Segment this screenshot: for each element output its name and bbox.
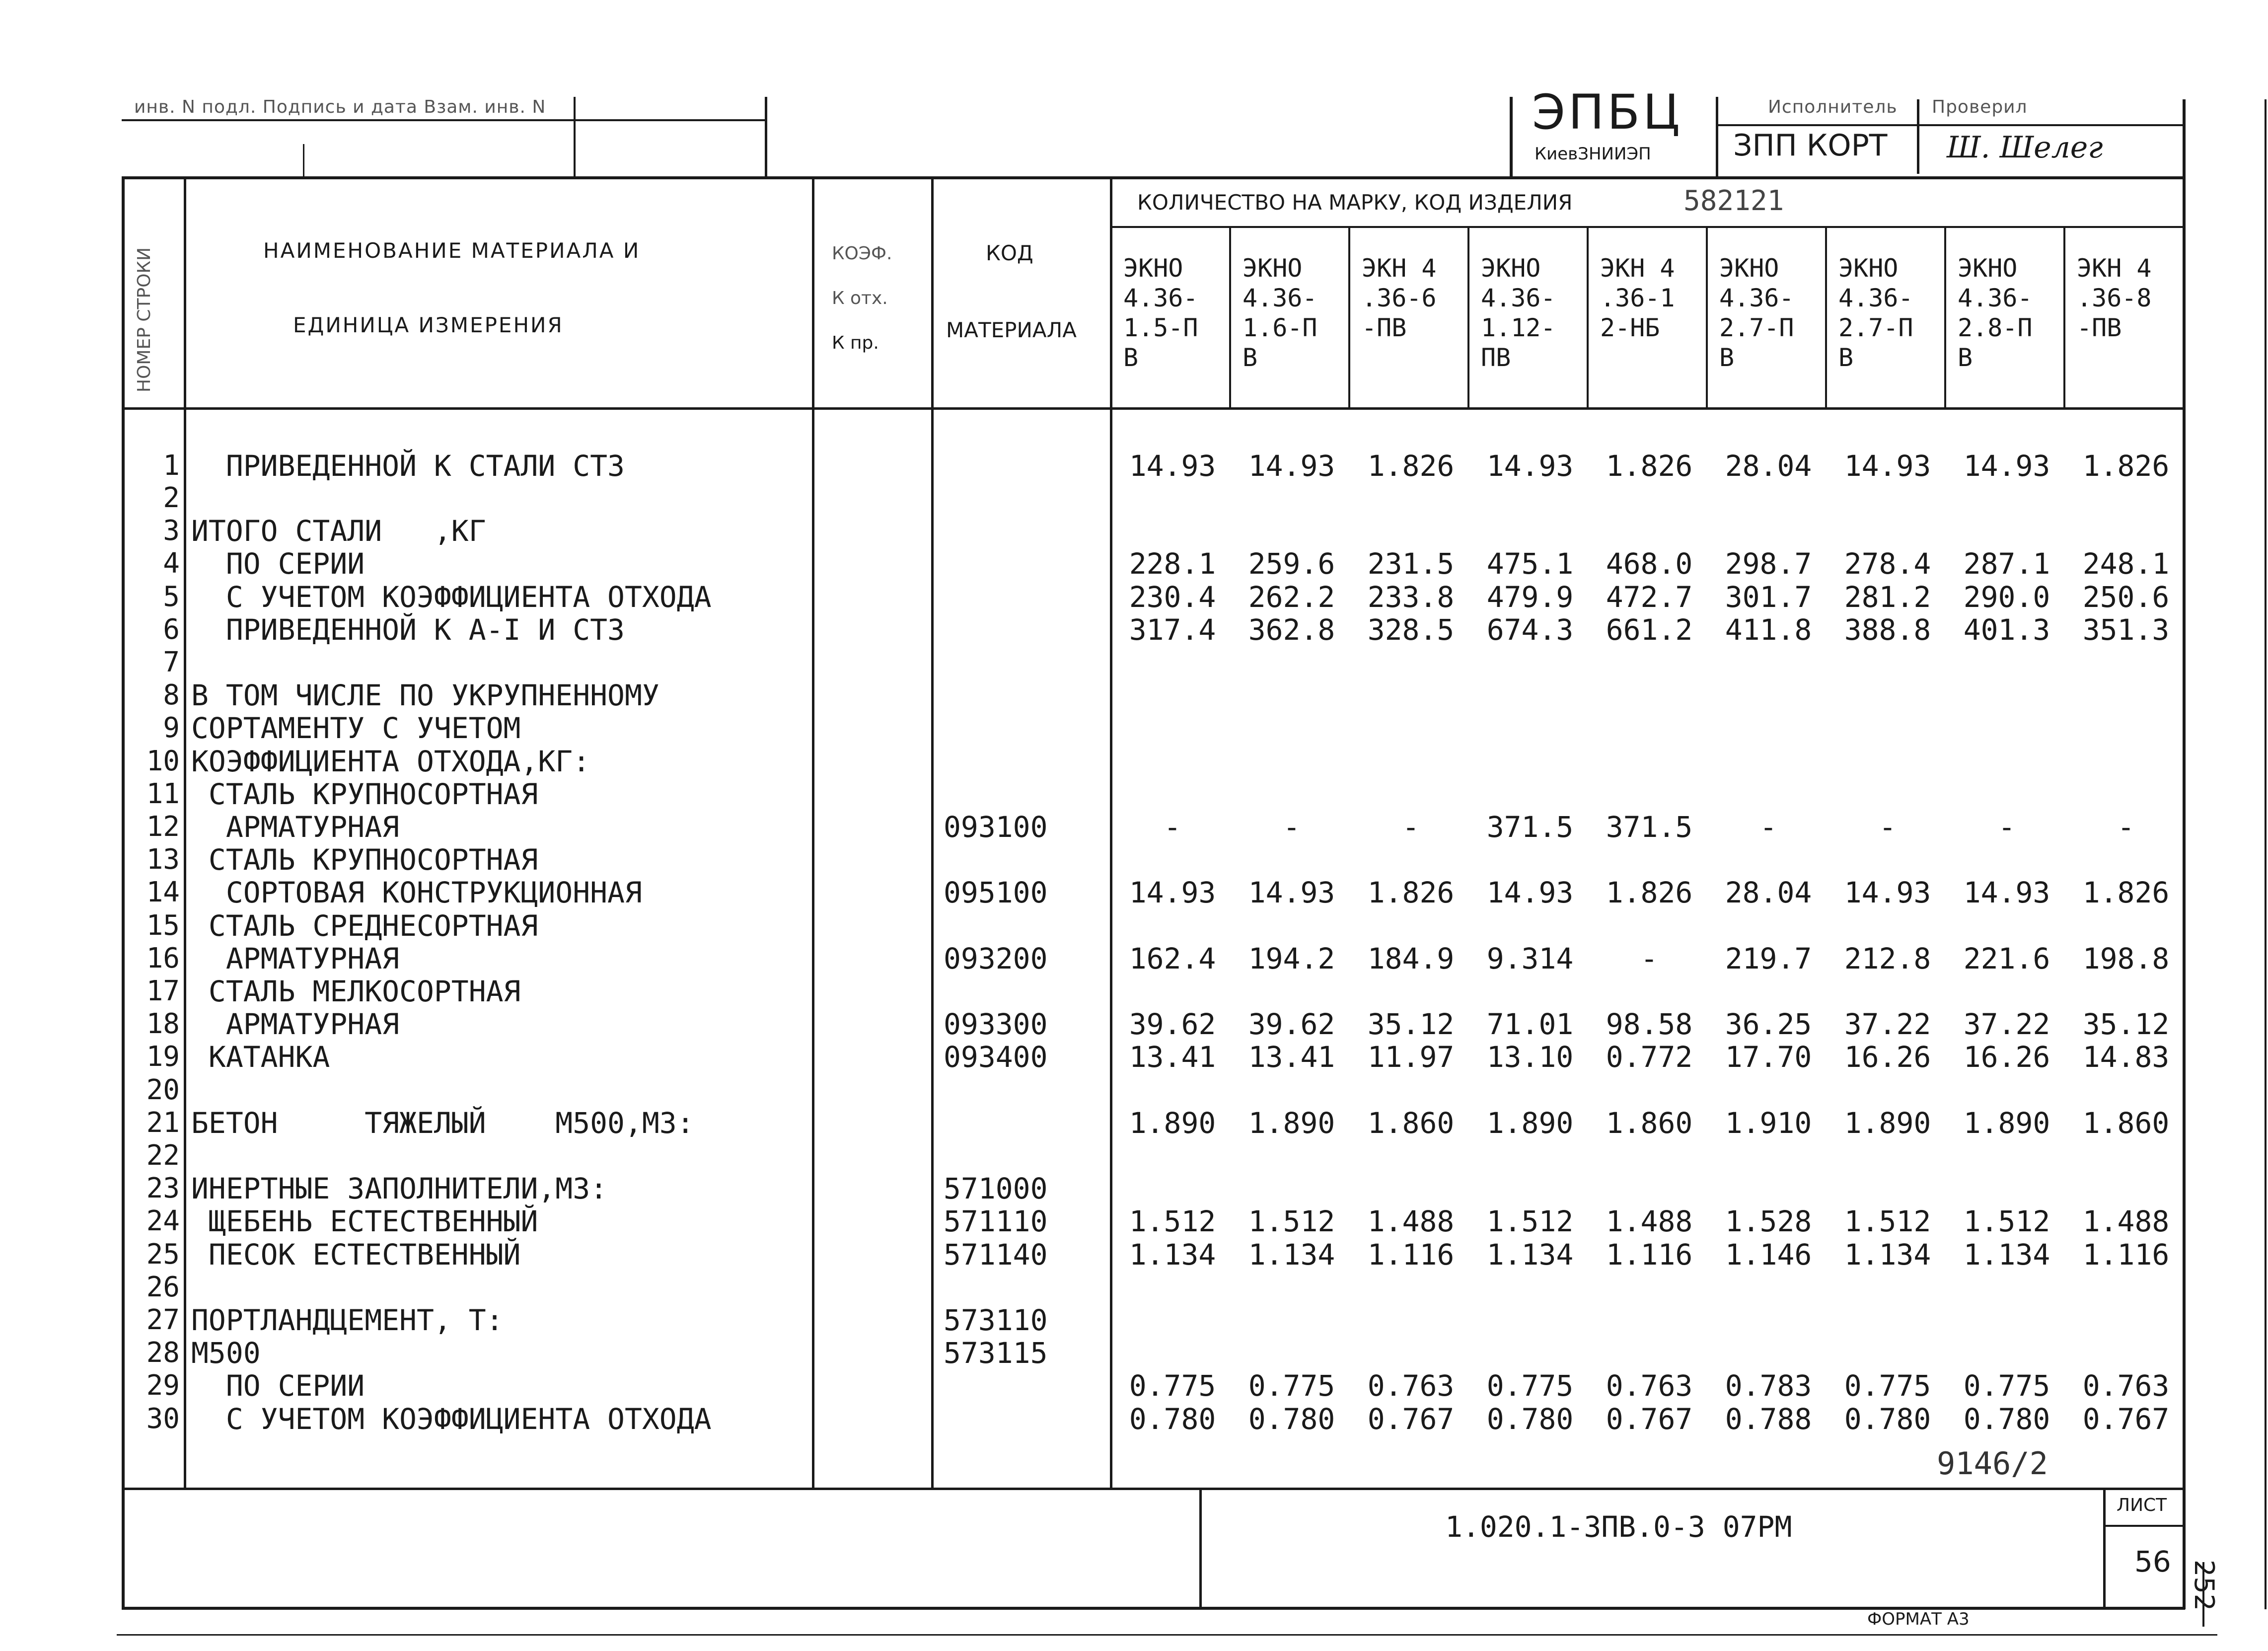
quantity-cell: 298.7 [1725, 547, 1812, 581]
quantity-cell: 351.3 [2082, 612, 2170, 647]
material-name: ПО СЕРИИ [191, 547, 365, 581]
row-number: 6 [163, 613, 180, 646]
quantity-cell: 14.93 [1963, 449, 2050, 483]
quantity-cell: 17.70 [1725, 1040, 1812, 1074]
quantity-cell: 248.1 [2082, 547, 2170, 581]
product-col-3: ЭКН 4 .36-6 -ПВ [1362, 254, 1437, 342]
quantity-cell: 1.512 [1963, 1204, 2050, 1239]
quantity-cell: 290.0 [1963, 580, 2050, 614]
quantity-cell: - [1879, 810, 1897, 844]
quantity-cell: 35.12 [2082, 1007, 2170, 1042]
stamp-org: ЭПБЦ [1532, 84, 1683, 140]
material-name: СОРТАМЕНТУ С УЧЕТОМ [191, 711, 521, 746]
quantity-cell: 1.826 [1606, 876, 1693, 910]
material-name: АРМАТУРНАЯ [191, 941, 400, 976]
quantity-cell: - [1759, 810, 1777, 844]
material-name: СТАЛЬ КРУПНОСОРТНАЯ [191, 843, 538, 877]
row-number: 19 [146, 1041, 180, 1073]
material-code: 093200 [944, 941, 1048, 976]
row-number: 22 [146, 1139, 180, 1172]
row-number: 28 [146, 1337, 180, 1369]
qty-header: КОЛИЧЕСТВО НА МАРКУ, КОД ИЗДЕЛИЯ [1137, 190, 1573, 215]
material-name: М500 [191, 1336, 261, 1370]
quantity-cell: 401.3 [1963, 612, 2050, 647]
quantity-cell: 1.116 [2082, 1237, 2170, 1272]
quantity-cell: 1.146 [1725, 1237, 1812, 1272]
quantity-cell: - [1283, 810, 1301, 844]
archive-number: 9146/2 [1937, 1445, 2048, 1482]
side-page-number: 252 [2189, 1560, 2220, 1611]
quantity-cell: 371.5 [1486, 810, 1574, 844]
product-col-5: ЭКН 4 .36-1 2-НБ [1600, 254, 1675, 342]
quantity-cell: 250.6 [2082, 580, 2170, 614]
quantity-cell: 14.93 [1844, 876, 1931, 910]
quantity-cell: 228.1 [1129, 547, 1216, 581]
row-number: 12 [146, 811, 180, 843]
name-header-line2: ЕДИНИЦА ИЗМЕРЕНИЯ [293, 313, 564, 337]
material-name: ИТОГО СТАЛИ ,КГ [191, 514, 486, 548]
quantity-cell: 11.97 [1367, 1040, 1455, 1074]
row-number: 20 [146, 1073, 180, 1106]
quantity-cell: 0.780 [1248, 1402, 1335, 1436]
quantity-cell: 1.134 [1486, 1237, 1574, 1272]
material-code: 093400 [944, 1040, 1048, 1074]
material-name: ЩЕБЕНЬ ЕСТЕСТВЕННЫЙ [191, 1204, 538, 1239]
material-name: В ТОМ ЧИСЛЕ ПО УКРУПНЕННОМУ [191, 678, 659, 713]
row-number: 13 [146, 843, 180, 876]
quantity-cell: 278.4 [1844, 547, 1931, 581]
quantity-cell: 475.1 [1486, 547, 1574, 581]
quantity-cell: 14.93 [1486, 449, 1574, 483]
row-number: 18 [146, 1008, 180, 1041]
quantity-cell: 14.93 [1844, 449, 1931, 483]
quantity-cell: 1.134 [1963, 1237, 2050, 1272]
quantity-cell: 1.826 [1367, 876, 1455, 910]
quantity-cell: 212.8 [1844, 941, 1931, 976]
quantity-cell: 301.7 [1725, 580, 1812, 614]
row-number: 15 [146, 909, 180, 942]
product-col-4: ЭКНО 4.36- 1.12- ПВ [1481, 254, 1556, 372]
row-number: 23 [146, 1172, 180, 1205]
material-code: 093300 [944, 1007, 1048, 1042]
row-number: 30 [146, 1402, 180, 1435]
quantity-cell: 0.788 [1725, 1402, 1812, 1436]
row-number: 26 [146, 1271, 180, 1303]
quantity-cell: 37.22 [1844, 1007, 1931, 1042]
sheet-label: ЛИСТ [2117, 1495, 2167, 1515]
material-name: ПОРТЛАНДЦЕМЕНТ, Т: [191, 1303, 504, 1337]
quantity-cell: 1.488 [2082, 1204, 2170, 1239]
quantity-cell: 1.134 [1248, 1237, 1335, 1272]
row-number: 25 [146, 1238, 180, 1271]
material-name: ПО СЕРИИ [191, 1369, 365, 1403]
quantity-cell: - [1402, 810, 1420, 844]
quantity-cell: 14.83 [2082, 1040, 2170, 1074]
document-code: 1.020.1-ЗПВ.0-3 07РМ [1445, 1510, 1792, 1544]
material-code: 093100 [944, 810, 1048, 844]
quantity-cell: 233.8 [1367, 580, 1455, 614]
row-number: 7 [163, 646, 180, 678]
quantity-cell: 262.2 [1248, 580, 1335, 614]
row-number: 1 [163, 450, 180, 482]
product-col-7: ЭКНО 4.36- 2.7-П В [1838, 254, 1913, 372]
stamp-checked-label: Проверил [1932, 97, 2028, 117]
material-name: С УЧЕТОМ КОЭФФИЦИЕНТА ОТХОДА [191, 1402, 712, 1436]
quantity-cell: 1.488 [1367, 1204, 1455, 1239]
row-number: 27 [146, 1304, 180, 1336]
quantity-cell: 1.512 [1129, 1204, 1216, 1239]
material-name: ПРИВЕДЕННОЙ К СТАЛИ СТЗ [191, 449, 625, 483]
quantity-cell: 14.93 [1248, 876, 1335, 910]
quantity-cell: 1.134 [1129, 1237, 1216, 1272]
quantity-cell: 1.890 [1248, 1106, 1335, 1140]
quantity-cell: 230.4 [1129, 580, 1216, 614]
quantity-cell: 0.767 [1367, 1402, 1455, 1436]
quantity-cell: 0.767 [1606, 1402, 1693, 1436]
coef-header-2: К отх. [832, 288, 888, 308]
quantity-cell: 1.116 [1606, 1237, 1693, 1272]
quantity-cell: 411.8 [1725, 612, 1812, 647]
quantity-cell: 287.1 [1963, 547, 2050, 581]
material-code: 571000 [944, 1172, 1048, 1206]
quantity-cell: 16.26 [1963, 1040, 2050, 1074]
quantity-cell: 162.4 [1129, 941, 1216, 976]
row-number: 5 [163, 580, 180, 613]
row-number: 2 [163, 482, 180, 514]
row-number: 16 [146, 942, 180, 975]
material-code: 571140 [944, 1237, 1048, 1272]
quantity-cell: - [1998, 810, 2016, 844]
quantity-cell: 1.860 [2082, 1106, 2170, 1140]
quantity-cell: 0.775 [1129, 1369, 1216, 1403]
quantity-cell: 28.04 [1725, 449, 1812, 483]
quantity-cell: 388.8 [1844, 612, 1931, 647]
name-header-line1: НАИМЕНОВАНИЕ МАТЕРИАЛА И [263, 238, 641, 263]
quantity-cell: 0.775 [1963, 1369, 2050, 1403]
quantity-cell: 1.512 [1248, 1204, 1335, 1239]
quantity-cell: 194.2 [1248, 941, 1335, 976]
material-name: КОЭФФИЦИЕНТА ОТХОДА,КГ: [191, 744, 590, 778]
quantity-cell: 13.10 [1486, 1040, 1574, 1074]
quantity-cell: 9.314 [1486, 941, 1574, 976]
material-name: СТАЛЬ МЕЛКОСОРТНАЯ [191, 975, 521, 1008]
quantity-cell: 14.93 [1129, 449, 1216, 483]
material-name: ПЕСОК ЕСТЕСТВЕННЫЙ [191, 1237, 521, 1272]
product-col-9: ЭКН 4 .36-8 -ПВ [2077, 254, 2152, 342]
quantity-cell: 0.763 [1606, 1369, 1693, 1403]
row-number: 21 [146, 1106, 180, 1139]
quantity-cell: 231.5 [1367, 547, 1455, 581]
quantity-cell: 0.767 [2082, 1402, 2170, 1436]
quantity-cell: 1.488 [1606, 1204, 1693, 1239]
coef-header-1: КОЭФ. [832, 243, 892, 264]
quantity-cell: 14.93 [1129, 876, 1216, 910]
quantity-cell: 0.780 [1844, 1402, 1931, 1436]
quantity-cell: 1.890 [1486, 1106, 1574, 1140]
stamp-contractor-value: ЗПП КОРТ [1733, 128, 1888, 163]
quantity-cell: 14.93 [1248, 449, 1335, 483]
quantity-cell: 13.41 [1248, 1040, 1335, 1074]
quantity-cell: - [2117, 810, 2135, 844]
quantity-cell: 221.6 [1963, 941, 2050, 976]
quantity-cell: 1.512 [1486, 1204, 1574, 1239]
quantity-cell: 219.7 [1725, 941, 1812, 976]
quantity-cell: 1.512 [1844, 1204, 1931, 1239]
quantity-cell: 0.763 [2082, 1369, 2170, 1403]
product-col-6: ЭКНО 4.36- 2.7-П В [1719, 254, 1794, 372]
quantity-cell: 371.5 [1606, 810, 1693, 844]
row-number: 17 [146, 975, 180, 1007]
quantity-cell: 0.775 [1486, 1369, 1574, 1403]
quantity-cell: 1.826 [1367, 449, 1455, 483]
material-name: СОРТОВАЯ КОНСТРУКЦИОННАЯ [191, 876, 642, 910]
material-name: СТАЛЬ СРЕДНЕСОРТНАЯ [191, 908, 538, 943]
quantity-cell: 1.134 [1844, 1237, 1931, 1272]
quantity-cell: 0.780 [1963, 1402, 2050, 1436]
qty-product-code: 582121 [1683, 185, 1784, 217]
quantity-cell: 1.890 [1963, 1106, 2050, 1140]
quantity-cell: 362.8 [1248, 612, 1335, 647]
product-col-2: ЭКНО 4.36- 1.6-П В [1243, 254, 1317, 372]
quantity-cell: 71.01 [1486, 1007, 1574, 1042]
row-number: 10 [146, 745, 180, 777]
quantity-cell: 1.890 [1129, 1106, 1216, 1140]
quantity-cell: 674.3 [1486, 612, 1574, 647]
quantity-cell: 1.528 [1725, 1204, 1812, 1239]
row-number: 8 [163, 679, 180, 712]
quantity-cell: 39.62 [1129, 1007, 1216, 1042]
quantity-cell: 0.775 [1844, 1369, 1931, 1403]
quantity-cell: 1.826 [2082, 449, 2170, 483]
quantity-cell: 198.8 [2082, 941, 2170, 976]
quantity-cell: 328.5 [1367, 612, 1455, 647]
quantity-cell: 14.93 [1486, 876, 1574, 910]
quantity-cell: 0.780 [1486, 1402, 1574, 1436]
row-number: 9 [163, 712, 180, 745]
format-label: ФОРМАТ А3 [1867, 1609, 1970, 1629]
quantity-cell: 661.2 [1606, 612, 1693, 647]
row-number: 14 [146, 876, 180, 909]
quantity-cell: 0.783 [1725, 1369, 1812, 1403]
quantity-cell: 35.12 [1367, 1007, 1455, 1042]
quantity-cell: 98.58 [1606, 1007, 1693, 1042]
quantity-cell: 0.763 [1367, 1369, 1455, 1403]
quantity-cell: 1.826 [2082, 876, 2170, 910]
material-name: ПРИВЕДЕННОЙ К А-I И СТЗ [191, 612, 625, 647]
quantity-cell: 468.0 [1606, 547, 1693, 581]
quantity-cell: 0.775 [1248, 1369, 1335, 1403]
material-code: 573110 [944, 1303, 1048, 1337]
quantity-cell: 0.780 [1129, 1402, 1216, 1436]
quantity-cell: 0.772 [1606, 1040, 1693, 1074]
row-number: 4 [163, 547, 180, 580]
material-code: 095100 [944, 876, 1048, 910]
quantity-cell: 14.93 [1963, 876, 2050, 910]
quantity-cell: 317.4 [1129, 612, 1216, 647]
material-name: АРМАТУРНАЯ [191, 1007, 400, 1042]
quantity-cell: 39.62 [1248, 1007, 1335, 1042]
quantity-cell: 37.22 [1963, 1007, 2050, 1042]
quantity-cell: 472.7 [1606, 580, 1693, 614]
quantity-cell: 28.04 [1725, 876, 1812, 910]
material-name: АРМАТУРНАЯ [191, 810, 400, 844]
row-number: 29 [146, 1369, 180, 1402]
quantity-cell: 1.826 [1606, 449, 1693, 483]
row-number-header: НОМЕР СТРОКИ [134, 247, 154, 392]
quantity-cell: 36.25 [1725, 1007, 1812, 1042]
material-name: БЕТОН ТЯЖЕЛЫЙ М500,МЗ: [191, 1106, 694, 1140]
material-code: 571110 [944, 1204, 1048, 1239]
quantity-cell: 479.9 [1486, 580, 1574, 614]
row-number: 3 [163, 515, 180, 547]
quantity-cell: - [1164, 810, 1181, 844]
quantity-cell: - [1640, 941, 1658, 976]
row-number: 11 [146, 777, 180, 810]
coef-header-3: К пр. [832, 333, 879, 353]
quantity-cell: 16.26 [1844, 1040, 1931, 1074]
quantity-cell: 259.6 [1248, 547, 1335, 581]
material-name: СТАЛЬ КРУПНОСОРТНАЯ [191, 777, 538, 811]
material-name: КАТАНКА [191, 1040, 330, 1074]
quantity-cell: 184.9 [1367, 941, 1455, 976]
row-number: 24 [146, 1205, 180, 1238]
sheet-number: 56 [2134, 1545, 2171, 1578]
quantity-cell: 1.890 [1844, 1106, 1931, 1140]
stamp-signature: Ш. Шелег [1947, 130, 2103, 165]
material-name: ИНЕРТНЫЕ ЗАПОЛНИТЕЛИ,МЗ: [191, 1172, 608, 1206]
product-col-1: ЭКНО 4.36- 1.5-П В [1123, 254, 1198, 372]
quantity-cell: 1.116 [1367, 1237, 1455, 1272]
quantity-cell: 1.860 [1606, 1106, 1693, 1140]
quantity-cell: 281.2 [1844, 580, 1931, 614]
stamp-left-caption: инв. N подл. Подпись и дата Взам. инв. N [134, 97, 546, 117]
quantity-cell: 1.860 [1367, 1106, 1455, 1140]
code-header-2: МАТЕРИАЛА [946, 318, 1077, 342]
code-header-1: КОД [986, 241, 1033, 265]
material-code: 573115 [944, 1336, 1048, 1370]
product-col-8: ЭКНО 4.36- 2.8-П В [1958, 254, 2033, 372]
material-name: С УЧЕТОМ КОЭФФИЦИЕНТА ОТХОДА [191, 580, 712, 614]
stamp-org-sub: КиевЗНИИЭП [1535, 144, 1651, 164]
stamp-contractor-label: Исполнитель [1768, 97, 1898, 117]
quantity-cell: 1.910 [1725, 1106, 1812, 1140]
quantity-cell: 13.41 [1129, 1040, 1216, 1074]
